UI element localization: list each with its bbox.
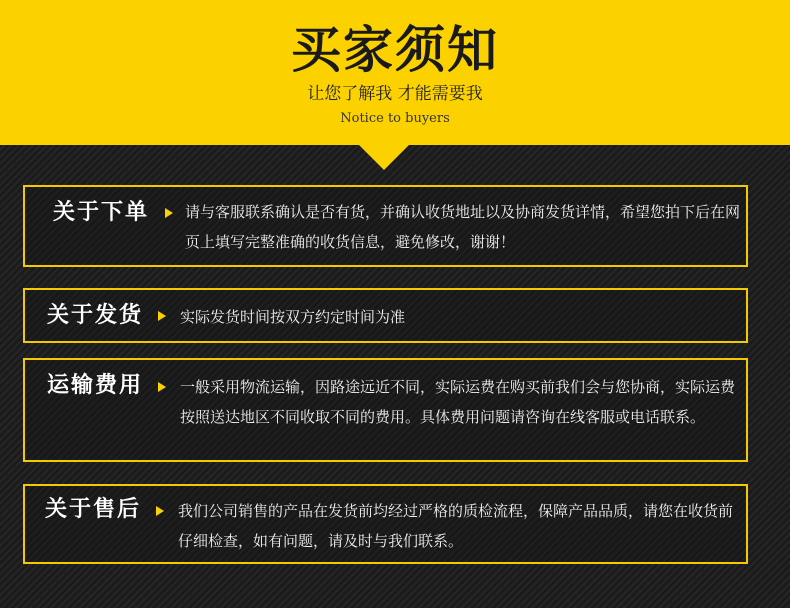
page-subtitle-english: Notice to buyers (340, 111, 450, 126)
section-shipping-text: 实际发货时间按双方约定时间为准 (180, 308, 406, 326)
header-notch-triangle (358, 144, 410, 170)
section-order-label: 关于下单 (53, 200, 150, 225)
section-order-text: 请与客服联系确认是否有货，并确认收货地址以及协商发货详情，希望您拍下后在网页上填写完整准确的收货信息，避免修改，谢谢！ (185, 203, 741, 251)
triangle-arrow-icon (158, 382, 166, 392)
header-banner (0, 0, 790, 145)
section-shipping-label: 关于发货 (47, 303, 144, 328)
triangle-arrow-icon (156, 506, 164, 516)
section-after-sales (23, 484, 748, 564)
triangle-arrow-icon (165, 208, 173, 218)
section-shipping (23, 288, 748, 343)
section-after-sales-label: 关于售后 (45, 497, 142, 522)
page-title: 买家须知 (291, 21, 499, 79)
section-order (23, 185, 748, 267)
section-freight-label: 运输费用 (47, 373, 144, 398)
section-freight (23, 358, 748, 462)
section-freight-text: 一般采用物流运输，因路途远近不同，实际运费在购买前我们会与您协商，实际运费按照送达地区不同收取不同的费用。具体费用问题请咨询在线客服或电话联系。 (180, 378, 736, 426)
page-subtitle: 让您了解我 才能需要我 (307, 84, 483, 104)
section-after-sales-text: 我们公司销售的产品在发货前均经过严格的质检流程，保障产品品质，请您在收货前仔细检查，如有问题，请及时与我们联系。 (178, 502, 734, 550)
triangle-arrow-icon (158, 311, 166, 321)
